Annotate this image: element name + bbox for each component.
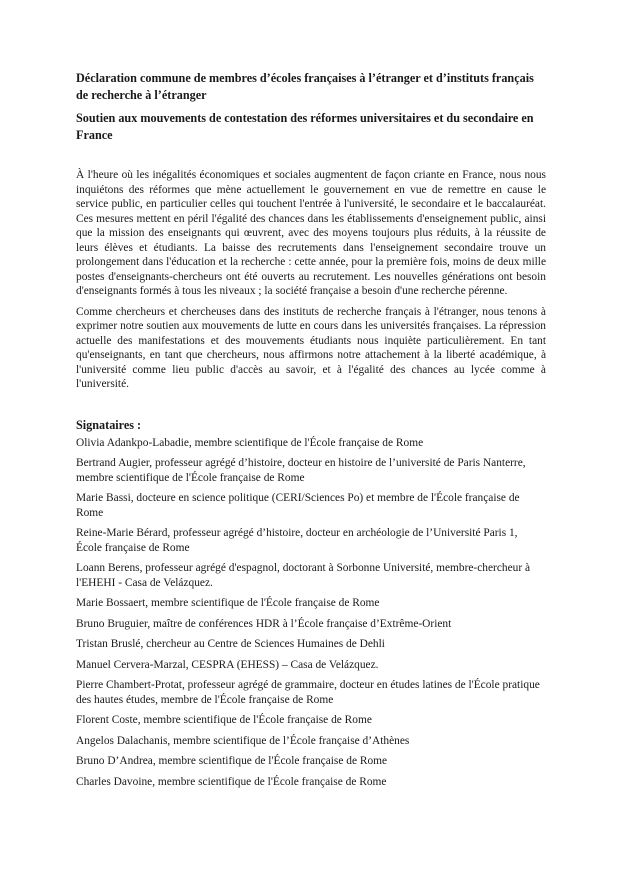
- signatory-item: Charles Davoine, membre scientifique de l'École française de Rome: [76, 775, 387, 788]
- signatory-item: Florent Coste, membre scientifique de l'École française de Rome: [76, 714, 372, 726]
- signatory-item: Bruno Bruguier, maître de conférences HDR à l’École française d’Extrême-Orient: [76, 617, 452, 630]
- signatory-item: Tristan Bruslé, chercheur au Centre de Sciences Humaines de Dehli: [76, 638, 385, 650]
- signatory-item: Marie Bossaert, membre scientifique de l'École française de Rome: [76, 597, 380, 609]
- signatory-item: Angelos Dalachanis, membre scientifique de l’École française d’Athènes: [76, 734, 410, 747]
- signatories-heading: Signataires :: [76, 417, 142, 432]
- spacer: [76, 144, 546, 168]
- spacer: [76, 392, 546, 417]
- signatory-item: Bruno D’Andrea, membre scientifique de l'École française de Rome: [76, 755, 388, 767]
- document-page: [76, 70, 546, 795]
- paragraph-1: À l'heure où les inégalités économiques et sociales augmentent de façon criante en France, nous nous inquiétons des réformes que mène actuellement le gouvernement en vue de remettre en cause le service public, en particulier celles qui touchent l'entrée à l'université, le secondaire et le baccalauréat. Ces mesures mettent en péril l'égalité des chances dans les établissements d'enseignement public, ainsi que la mission des enseignants qui œuvrent, avec des moyens toujours plus réduits, à la réussite de leurs élèves et étudiants. La baisse des recrutements dans l'enseignement secondaire trouve un prolongement dans l'éducation et la recherche : cette année, pour la première fois, moins de deux mille postes d'enseignants-chercheurs ont été ouverts au recrutement. Les nouvelles générations ont besoin d'enseignants formés à tous les niveaux ; la société française a besoin d'une recherche pérenne.: [76, 169, 546, 297]
- document-subtitle: Soutien aux mouvements de contestation des réformes universitaires et du secondaire en France: [76, 111, 534, 142]
- signatory-item: Loann Berens, professeur agrégé d'espagnol, doctorant à Sorbonne Université, membre-chercheur à l'EHEHI - Casa de Velázquez.: [76, 562, 531, 589]
- signatory-item: Reine-Marie Bérard, professeur agrégé d’histoire, docteur en archéologie de l’Université Paris 1, École française de Rome: [76, 527, 518, 554]
- signatories-list: [76, 436, 546, 790]
- signatory-item: Bertrand Augier, professeur agrégé d’histoire, docteur en histoire de l’université de Paris Nanterre, membre scientifique de l'École française de Rome: [76, 457, 526, 484]
- signatory-item: Olivia Adankpo-Labadie, membre scientifique de l'École française de Rome: [76, 436, 424, 449]
- signatory-item: Manuel Cervera-Marzal, CESPRA (EHESS) – Casa de Velázquez.: [76, 658, 379, 671]
- document-title: Déclaration commune de membres d’écoles françaises à l’étranger et d’instituts français de recherche à l’étranger: [76, 71, 534, 102]
- signatory-item: Pierre Chambert-Protat, professeur agrégé de grammaire, docteur en études latines de l'École pratique des hautes études, membre de l'École française de Rome: [76, 679, 540, 706]
- paragraph-2: Comme chercheurs et chercheuses dans des instituts de recherche français à l'étranger, nous tenons à exprimer notre soutien aux mouvements de lutte en cours dans les universités françaises. La répression actuelle des manifestations et des mouvements étudiants nous inquiète particulièrement. En tant qu'enseignants, en tant que chercheurs, nous affirmons notre attachement à la liberté académique, à l'université comme lieu public d'accès au savoir, et à l'égalité des chances au lycée comme à l'université.: [76, 305, 546, 390]
- signatory-item: Marie Bassi, docteure en science politique (CERI/Sciences Po) et membre de l'École française de Rome: [76, 492, 520, 519]
